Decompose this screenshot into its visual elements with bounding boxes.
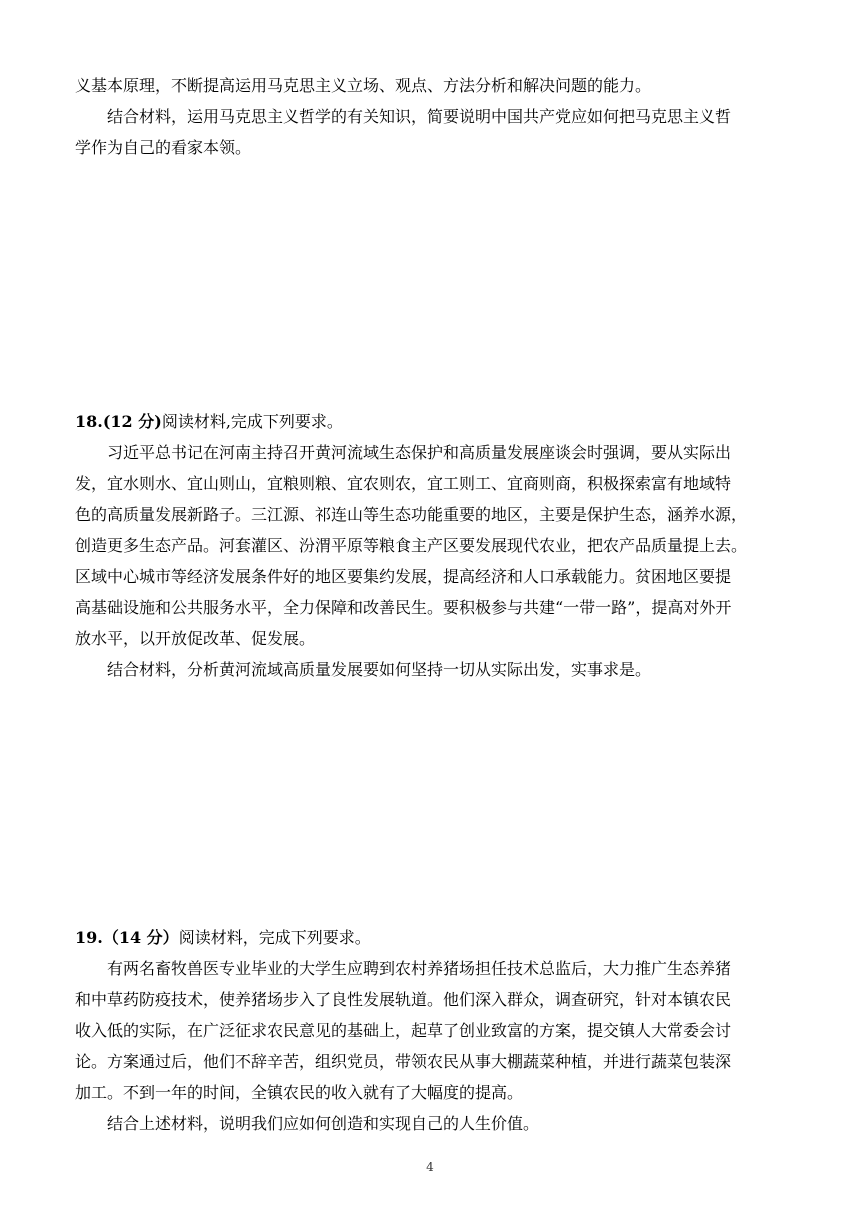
q18-material-line: 创造更多生态产品。河套灌区、汾渭平原等粮食主产区要发展现代农业，把农产品质量提上去。 bbox=[75, 536, 748, 555]
q19-material-line: 加工。不到一年的时间，全镇农民的收入就有了大幅度的提高。 bbox=[75, 1083, 524, 1102]
q17-material-tail: 义基本原理，不断提高运用马克思主义立场、观点、方法分析和解决问题的能力。 bbox=[75, 76, 652, 95]
page-number: 4 bbox=[426, 1160, 434, 1174]
q17-task-line2: 学作为自己的看家本领。 bbox=[75, 138, 252, 157]
q19-material-line: 收入低的实际，在广泛征求农民意见的基础上，起草了创业致富的方案，提交镇人大常委会讨 bbox=[75, 1021, 732, 1040]
q18-material-line: 习近平总书记在河南主持召开黄河流域生态保护和高质量发展座谈会时强调，要从实际出 bbox=[107, 443, 732, 462]
q18-material-line: 发，宜水则水、宜山则山，宜粮则粮、宜农则农，宜工则工、宜商则商，积极探索富有地域特 bbox=[75, 474, 732, 493]
q19-task: 结合上述材料，说明我们应如何创造和实现自己的人生价值。 bbox=[107, 1114, 540, 1133]
q19-instruction: 阅读材料，完成下列要求。 bbox=[178, 928, 371, 947]
q18-instruction: 阅读材料,完成下列要求。 bbox=[161, 412, 343, 431]
q19-number-score: 19.（14 分） bbox=[75, 928, 179, 947]
q19-material-line: 论。方案通过后，他们不辞辛苦，组织党员，带领农民从事大棚蔬菜种植，并进行蔬菜包装深 bbox=[75, 1052, 732, 1071]
q18-material-line: 区域中心城市等经济发展条件好的地区要集约发展，提高经济和人口承载能力。贫困地区要提 bbox=[75, 567, 732, 586]
q19-material-line: 和中草药防疫技术，使养猪场步入了良性发展轨道。他们深入群众，调查研究，针对本镇农民 bbox=[75, 990, 732, 1009]
q18-heading bbox=[75, 412, 343, 432]
q19-heading bbox=[75, 928, 371, 948]
q18-material-line: 色的高质量发展新路子。三江源、祁连山等生态功能重要的地区，主要是保护生态，涵养水源， bbox=[75, 505, 748, 524]
q18-material-line: 高基础设施和公共服务水平，全力保障和改善民生。要积极参与共建“一带一路”，提高对外开 bbox=[75, 598, 732, 617]
q18-task: 结合材料，分析黄河流域高质量发展要如何坚持一切从实际出发，实事求是。 bbox=[107, 660, 652, 679]
q17-task-line1: 结合材料，运用马克思主义哲学的有关知识，简要说明中国共产党应如何把马克思主义哲 bbox=[107, 107, 732, 126]
q19-material-line: 有两名畜牧兽医专业毕业的大学生应聘到农村养猪场担任技术总监后，大力推广生态养猪 bbox=[107, 959, 732, 978]
q18-material-line: 放水平，以开放促改革、促发展。 bbox=[75, 629, 316, 648]
q18-number-score: 18.(12 分) bbox=[75, 412, 162, 431]
